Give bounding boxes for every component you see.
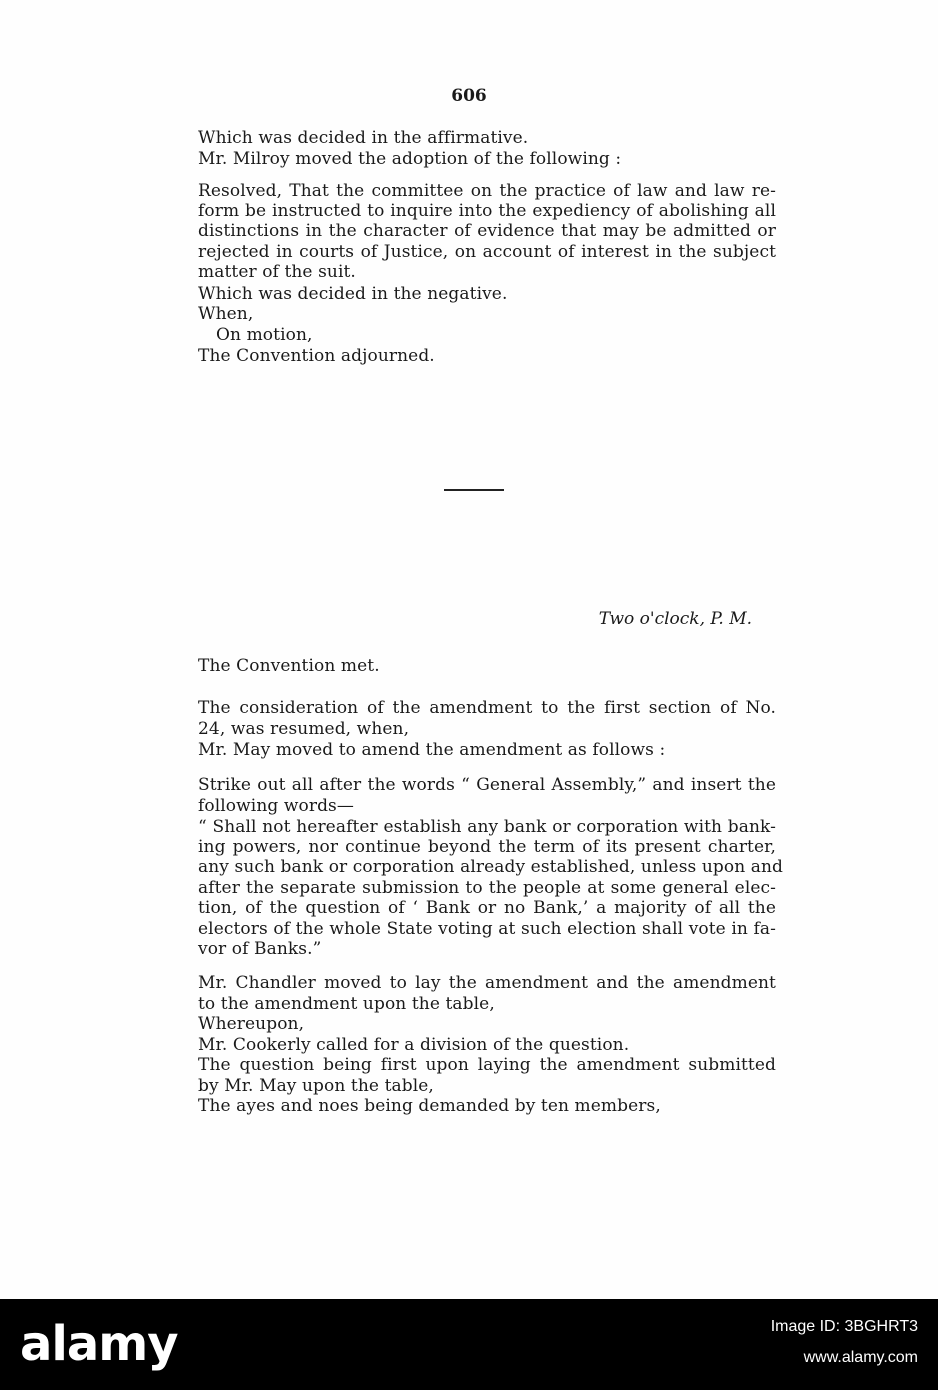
text-line: 24, was resumed, when, bbox=[198, 719, 410, 739]
text-line: Mr. Cookerly called for a division of the question. bbox=[198, 1035, 630, 1055]
text-line: distinctions in the character of evidence that may be admitted or bbox=[198, 221, 776, 241]
section-divider bbox=[444, 489, 504, 491]
text-line: after the separate submission to the people at some general elec- bbox=[198, 878, 776, 898]
text-line: Whereupon, bbox=[198, 1014, 305, 1034]
alamy-logo: alamy bbox=[20, 1316, 178, 1372]
image-id-label: Image ID: 3BGHRT3 bbox=[770, 1318, 918, 1335]
text-line: Resolved, That the committee on the practice of law and law re- bbox=[198, 181, 776, 201]
text-line: matter of the suit. bbox=[198, 262, 356, 282]
text-line: The ayes and noes being demanded by ten members, bbox=[198, 1096, 661, 1116]
text-line: Strike out all after the words “ General Assembly,” and insert the bbox=[198, 775, 776, 795]
text-line: The Convention adjourned. bbox=[198, 346, 435, 366]
text-line: “ Shall not hereafter establish any bank or corporation with bank- bbox=[198, 817, 776, 837]
text-line: by Mr. May upon the table, bbox=[198, 1076, 434, 1096]
page-number: 606 bbox=[451, 86, 487, 106]
text-line: Mr. Chandler moved to lay the amendment and the amendment bbox=[198, 973, 776, 993]
text-line: electors of the whole State voting at such election shall vote in fa- bbox=[198, 919, 776, 939]
site-url: www.alamy.com bbox=[803, 1349, 918, 1366]
text-line: The consideration of the amendment to the first section of No. bbox=[198, 698, 776, 718]
text-line: ing powers, nor continue beyond the term of its present charter, bbox=[198, 837, 776, 857]
text-line: Mr. Milroy moved the adoption of the following : bbox=[198, 149, 622, 169]
session-time: Two o'clock, P. M. bbox=[598, 609, 752, 629]
text-line: The question being first upon laying the amendment submitted bbox=[198, 1055, 776, 1075]
text-line: On motion, bbox=[216, 325, 313, 345]
text-line: Which was decided in the negative. bbox=[198, 284, 508, 304]
text-line: Mr. May moved to amend the amendment as follows : bbox=[198, 740, 666, 760]
text-line: The Convention met. bbox=[198, 656, 380, 676]
text-line: form be instructed to inquire into the expediency of abolishing all bbox=[198, 201, 776, 221]
text-line: Which was decided in the affirmative. bbox=[198, 128, 529, 148]
text-line: any such bank or corporation already established, unless upon and bbox=[198, 857, 784, 877]
text-line: rejected in courts of Justice, on account of interest in the subject bbox=[198, 242, 776, 262]
text-line: vor of Banks.” bbox=[198, 939, 322, 959]
text-line: When, bbox=[198, 304, 254, 324]
text-line: tion, of the question of ‘ Bank or no Bank,’ a majority of all the bbox=[198, 898, 776, 918]
text-line: to the amendment upon the table, bbox=[198, 994, 495, 1014]
text-line: following words— bbox=[198, 796, 354, 816]
